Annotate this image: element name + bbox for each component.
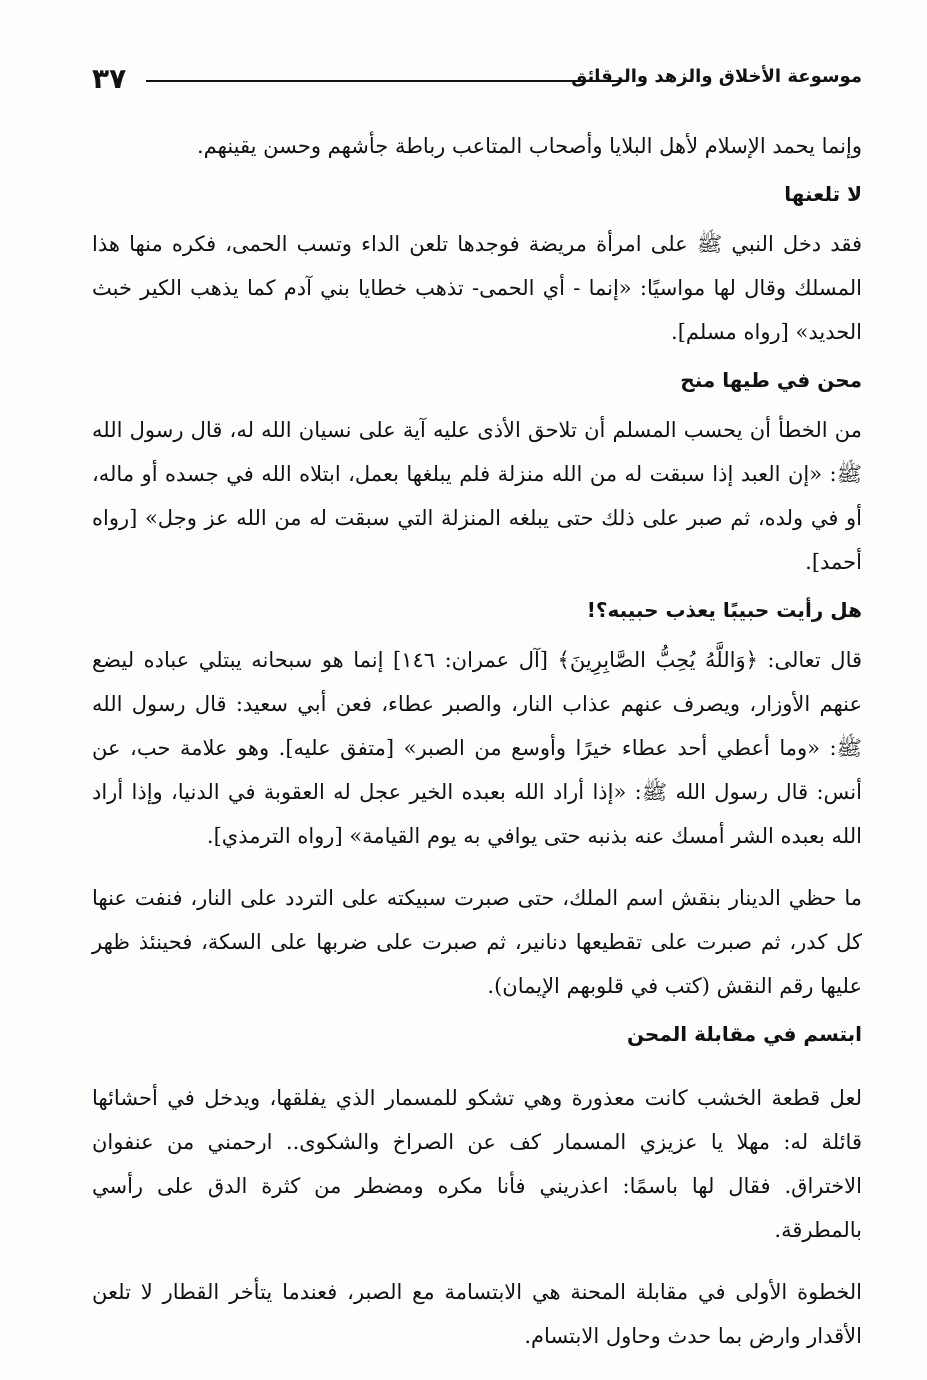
spacer (92, 862, 862, 876)
section-heading-ibtasim: ابتسم في مقابلة المحن (626, 1022, 862, 1046)
page-body (92, 124, 862, 1362)
paragraph-habib: قال تعالى: ﴿وَاللَّهُ يُحِبُّ الصَّابِرِينَ﴾ [آل عمران: ١٤٦] إنما هو سبحانه يبتلي عباده ليضع عنهم الأوزار، ويصرف عنهم عذاب النار، والصبر عطاء، فعن أبي سعيد: قال رسول الله ﷺ: «وما أعطي أحد عطاء خيرًا وأوسع من الصبر» [متفق عليه]. وهو علامة حب، عن أنس: قال رسول الله ﷺ: «إذا أراد الله بعبده الخير عجل له العقوبة في الدنيا، وإذا أراد الله بعبده الشر أمسك عنه بذنبه حتى يوافي به يوم القيامة» [رواه الترمذي]. (92, 648, 863, 848)
header-rule (146, 80, 624, 82)
section-heading-la-talanha: لا تلعنها (784, 182, 862, 206)
page-header (92, 58, 862, 98)
spacer (92, 1062, 862, 1076)
paragraph-khutwa: الخطوة الأولى في مقابلة المحنة هي الابتسامة مع الصبر، فعندما يتأخر القطار لا تلعن الأقدار وارض بما حدث وحاول الابتسام. (92, 1280, 862, 1348)
paragraph-mihan: من الخطأ أن يحسب المسلم أن تلاحق الأذى عليه آية على نسيان الله له، قال رسول الله ﷺ: «إن العبد إذا سبقت له من الله منزلة فلم يبلغها بعمل، ابتلاه الله في جسده أو ماله، أو في ولده، ثم صبر على ذلك حتى يبلغه المنزلة التي سبقت له من الله عز وجل» [رواه أحمد]. (92, 418, 862, 574)
section-heading-habib: هل رأيت حبيبًا يعذب حبيبه؟! (586, 598, 862, 622)
paragraph-khashab: لعل قطعة الخشب كانت معذورة وهي تشكو للمسمار الذي يفلقها، ويدخل في أحشائها قائلة له: مهلا يا عزيزي المسمار كف عن الصراخ والشكوى.. ارحمني من عنفوان الاختراق. فقال لها باسمًا: اعذريني فأنا مكره ومضطر من كثرة الدق على رأسي بالمطرقة. (92, 1086, 862, 1242)
paragraph-intro: وإنما يحمد الإسلام لأهل البلايا وأصحاب المتاعب رباطة جأشهم وحسن يقينهم. (196, 134, 862, 158)
page-number: ٣٧ (92, 62, 127, 95)
running-title: موسوعة الأخلاق والزهد والرقائق (571, 66, 862, 87)
paragraph-la-talanha: فقد دخل النبي ﷺ على امرأة مريضة فوجدها تلعن الداء وتسب الحمى، فكره منها هذا المسلك وقال لها مواسيًا: «إنما - أي الحمى- تذهب خطايا بني آدم كما يذهب الكير خبث الحديد» [رواه مسلم]. (92, 232, 862, 344)
spacer (92, 1256, 862, 1270)
section-heading-mihan: محن في طيها منح (680, 368, 862, 392)
paragraph-dinar: ما حظي الدينار بنقش اسم الملك، حتى صبرت سبيكته على التردد على النار، فنفت عنها كل كدر، ثم صبرت على تقطيعها دنانير، ثم صبرت على ضربها على السكة، فحينئذ ظهر عليها رقم النقش (كتب في قلوبهم الإيمان). (92, 886, 862, 998)
